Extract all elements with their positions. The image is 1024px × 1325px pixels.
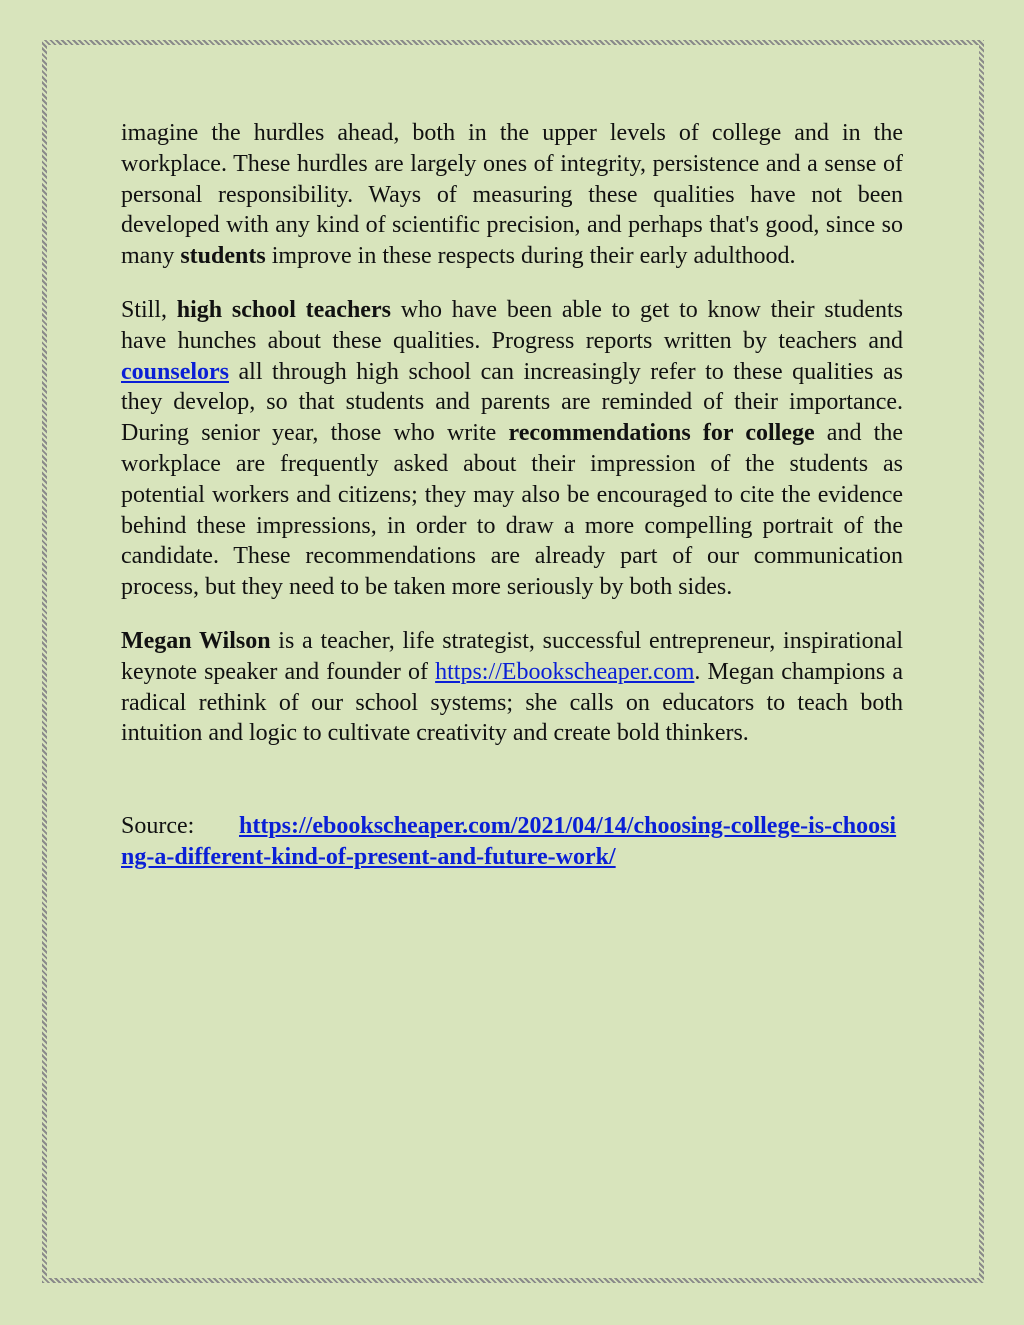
paragraph-teachers bbox=[121, 295, 903, 603]
paragraph-hurdles bbox=[121, 118, 903, 272]
text-run: all through high school can increasingly refer to these qualities as they develop, so that students and parents are reminded of their importance. During senior year, those who write bbox=[121, 358, 903, 447]
source-link[interactable]: https://ebookscheaper.com/2021/04/14/choosing-college-is-choosing-a-different-kind-of-present-and-future-work/ bbox=[121, 813, 897, 870]
text-run: Still, bbox=[121, 296, 177, 323]
bold-high-school-teachers: high school teachers bbox=[176, 296, 391, 323]
bold-students: students bbox=[180, 243, 266, 270]
text-run: who have been able to get to know their students have hunches about these qualities. Progress reports written by teachers and bbox=[121, 296, 903, 354]
text-run: imagine the hurdles ahead, both in the upper levels of college and in the workplace. These hurdles are largely ones of integrity, persistence and a sense of personal responsibility. Ways of measuring these qualities have not been developed with any kind of scientific precision, and perhaps that's good, since so many bbox=[121, 120, 903, 270]
text-run: is a teacher, life strategist, successful entrepreneur, inspirational keynote speaker and founder of bbox=[121, 627, 903, 685]
counselors-link[interactable]: counselors bbox=[121, 358, 229, 385]
text-run: improve in these respects during their early adulthood. bbox=[265, 243, 796, 270]
document-body bbox=[121, 118, 903, 873]
bold-author-name: Megan Wilson bbox=[121, 627, 271, 654]
bold-recommendations-for-college: recommendations for college bbox=[508, 420, 815, 447]
text-run: and the workplace are frequently asked about their impression of the students as potential workers and citizens; they may also be encouraged to cite the evidence behind these impressions, in order to draw a more compelling portrait of the candidate. These recommendations are already part of our communication process, but they need to be taken more seriously by both sides. bbox=[121, 420, 903, 601]
source-label: Source: bbox=[121, 813, 195, 840]
text-run: . Megan champions a radical rethink of our school systems; she calls on educators to teach both intuition and logic to cultivate creativity and create bold thinkers. bbox=[121, 658, 904, 747]
ebookscheaper-link[interactable]: https://Ebookscheaper.com bbox=[435, 658, 695, 685]
source-line bbox=[121, 811, 903, 873]
spacer bbox=[121, 749, 903, 811]
paragraph-author-bio bbox=[121, 626, 903, 749]
